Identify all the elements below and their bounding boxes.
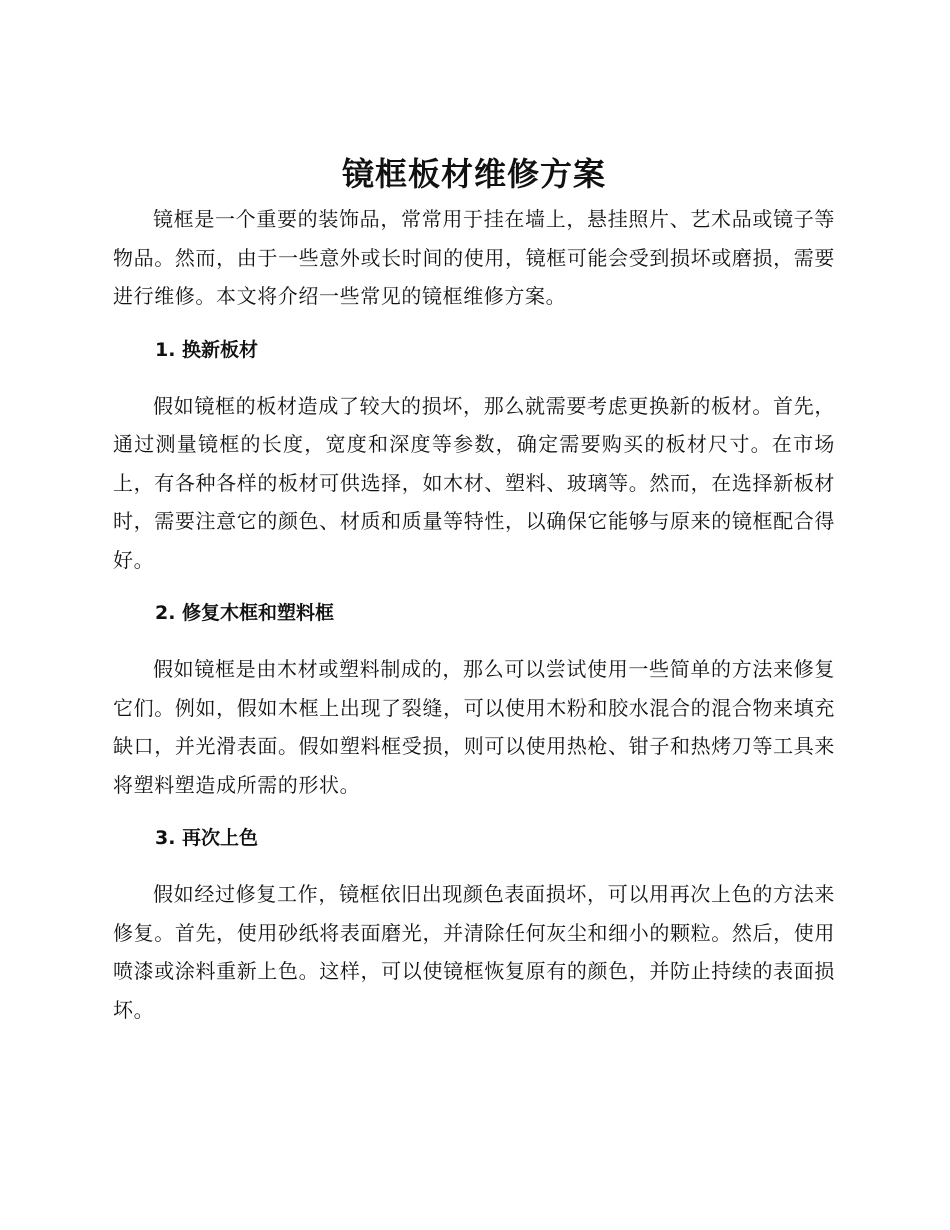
section-paragraph: 假如经过修复工作，镜框依旧出现颜色表面损坏，可以用再次上色的方法来修复。首先，使用砂纸将表面磨光，并清除任何灰尘和细小的颗粒。然后，使用喷漆或涂料重新上色。这样，可以使镜框恢复原有的颜色，并防止持续的表面损坏。	[113, 882, 835, 1022]
section-heading: 1. 换新板材	[155, 338, 259, 361]
section-recolor	[113, 819, 835, 1029]
page-title: 镜框板材维修方案	[341, 155, 606, 193]
section-heading: 2. 修复木框和塑料框	[155, 602, 335, 624]
section-heading: 3. 再次上色	[155, 827, 259, 849]
section-replace-board	[113, 331, 835, 580]
document-page	[113, 148, 835, 1029]
section-paragraph: 假如镜框的板材造成了较大的损坏，那么就需要考虑更换新的板材。首先，通过测量镜框的长度，宽度和深度等参数，确定需要购买的板材尺寸。在市场上，有各种各样的板材可供选择，如木材、塑料、玻璃等。然而，在选择新板材时，需要注意它的颜色、材质和质量等特性，以确保它能够与原来的镜框配合得好。	[113, 393, 835, 572]
section-repair-frames	[113, 594, 835, 804]
section-paragraph: 假如镜框是由木材或塑料制成的，那么可以尝试使用一些简单的方法来修复它们。例如，假如木框上出现了裂缝，可以使用木粉和胶水混合的混合物来填充缺口，并光滑表面。假如塑料框受损，则可以使用热枪、钳子和热烤刀等工具来将塑料塑造成所需的形状。	[113, 657, 835, 797]
intro-paragraph: 镜框是一个重要的装饰品，常常用于挂在墙上，悬挂照片、艺术品或镜子等物品。然而，由于一些意外或长时间的使用，镜框可能会受到损坏或磨损，需要进行维修。本文将介绍一些常见的镜框维修方案。	[113, 207, 835, 308]
